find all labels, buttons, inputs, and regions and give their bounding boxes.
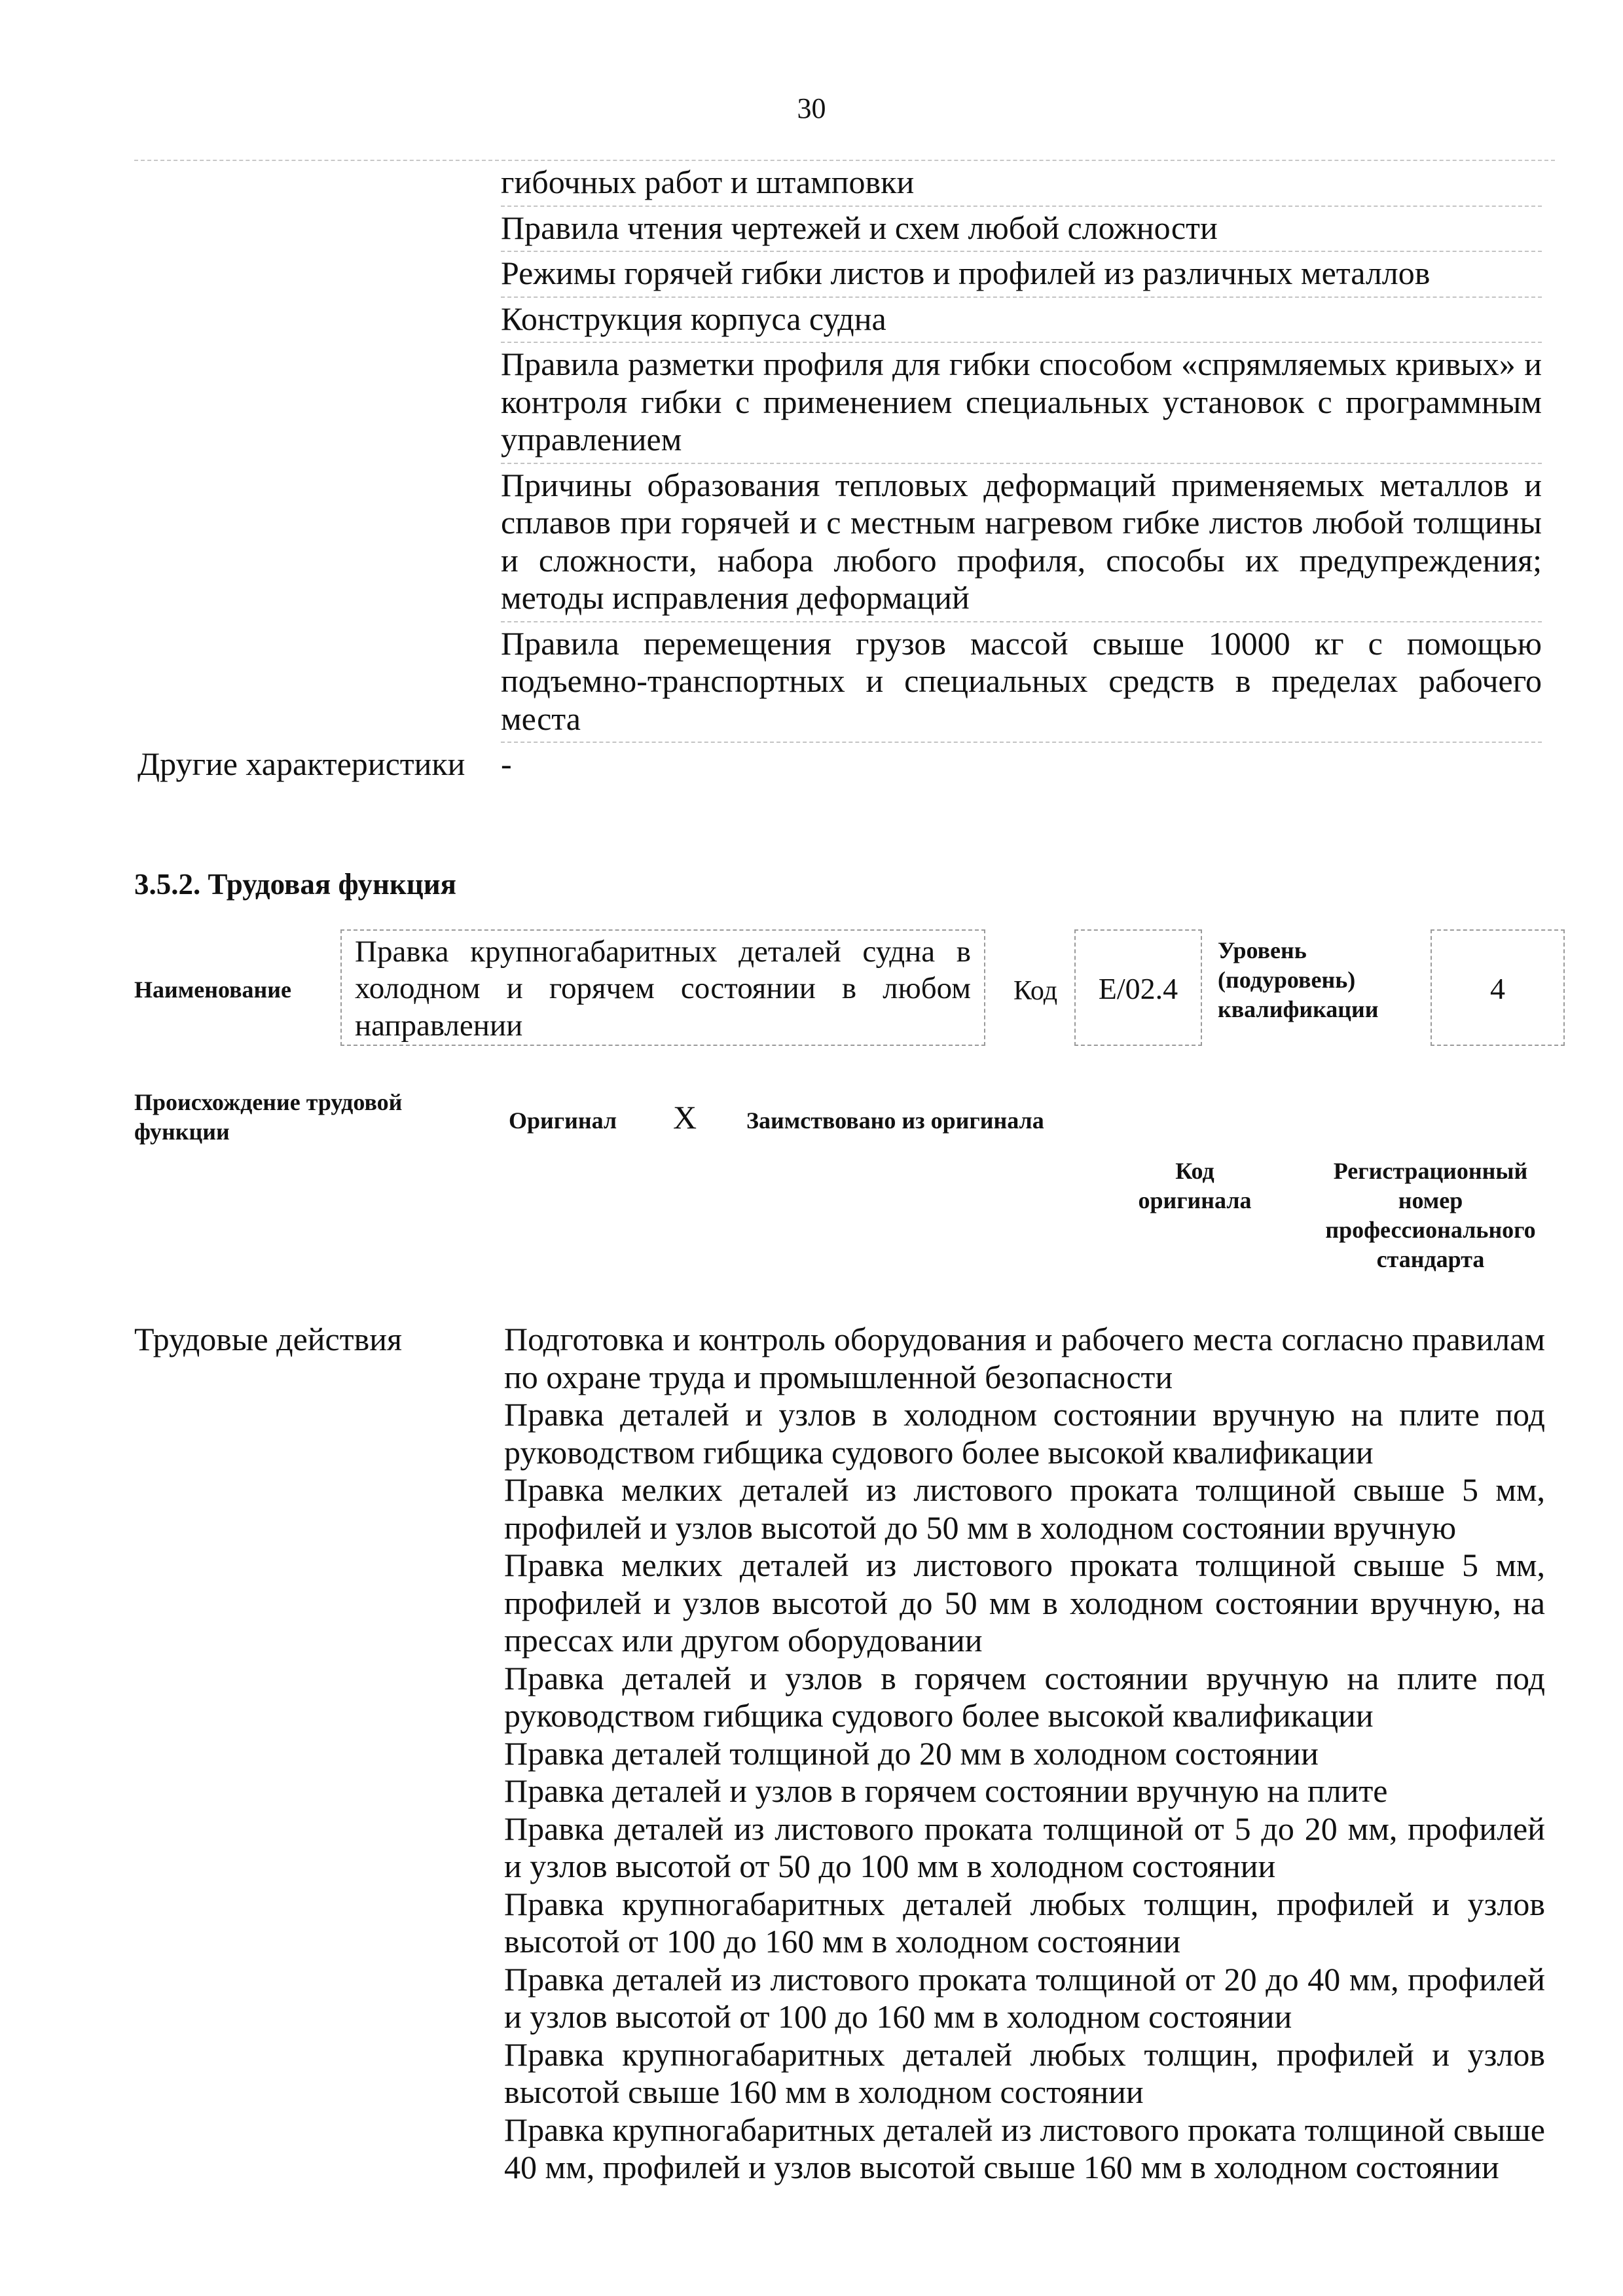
other-characteristics-value: - — [501, 745, 512, 782]
action-row: Правка деталей и узлов в горячем состоянии вручную на плите — [504, 1772, 1388, 1809]
action-row: Правка мелких деталей из листового проката толщиной свыше 5 мм, профилей и узлов высотой до 50 мм в холодном состоянии вручную — [504, 1471, 1545, 1546]
code-original-label: Код оригинала — [1138, 1158, 1252, 1213]
code-label: Код — [1013, 976, 1058, 1006]
original-label: Оригинал — [509, 1107, 617, 1134]
knowledge-table — [134, 164, 1542, 790]
action-row: Правка крупногабаритных деталей любых толщин, профилей и узлов высотой от 100 до 160 мм в холодном состоянии — [504, 1885, 1545, 1960]
page-number: 30 — [797, 92, 826, 124]
action-row: Правка мелких деталей из листового проката толщиной свыше 5 мм, профилей и узлов высотой до 50 мм в холодном состоянии вручную, на прессах или другом оборудовании — [504, 1547, 1545, 1659]
knowledge-row: Причины образования тепловых деформаций применяемых металлов и сплавов при горячей и с местным нагревом гибке листов любой толщины и сложности, набора любого профиля, способы их предупреждения; методы исправления деформаций — [501, 467, 1542, 622]
action-row: Правка крупногабаритных деталей любых толщин, профилей и узлов высотой свыше 160 мм в холодном состоянии — [504, 2036, 1545, 2110]
knowledge-row: Правила разметки профиля для гибки способом «спрямляемых кривых» и контроля гибки с применением специальных установок с программным управлением — [501, 346, 1542, 464]
action-row: Правка деталей толщиной до 20 мм в холодном состоянии — [504, 1734, 1319, 1772]
action-row: Правка деталей из листового проката толщиной от 20 до 40 мм, профилей и узлов высотой от 100 до 160 мм в холодном состоянии — [504, 1960, 1545, 2035]
knowledge-row: Режимы горячей гибки листов и профилей из различных металлов — [501, 255, 1542, 298]
reg-number-label: Регистрационный номер профессионального стандарта — [1325, 1158, 1536, 1272]
actions-label: Трудовые действия — [134, 1321, 402, 1357]
knowledge-row: Правила перемещения грузов массой свыше 10000 кг с помощью подъемно-транспортных и специальных средств в пределах рабочего места — [501, 625, 1542, 744]
level-label: Уровень (подуровень) квалификации — [1218, 937, 1379, 1022]
top-divider — [134, 160, 1555, 161]
knowledge-row: Конструкция корпуса судна — [501, 300, 1542, 344]
knowledge-label — [134, 164, 501, 209]
knowledge-row: гибочных работ и штамповки — [501, 164, 1542, 207]
action-row: Правка крупногабаритных деталей из листового проката толщиной свыше 40 мм, профилей и узлов высотой свыше 160 мм в холодном состоянии — [504, 2111, 1545, 2185]
origin-label: Происхождение трудовой функции — [134, 1089, 403, 1145]
name-label: Наименование — [134, 977, 291, 1003]
function-name-box: Правка крупногабаритных деталей судна в холодном и горячем состоянии в любом направлении — [340, 929, 985, 1046]
action-row: Подготовка и контроль оборудования и рабочего места согласно правилам по охране труда и промышленной безопасности — [504, 1321, 1545, 1395]
action-row: Правка деталей из листового проката толщиной от 5 до 20 мм, профилей и узлов высотой от 50 до 100 мм в холодном состоянии — [504, 1810, 1545, 1884]
actions-list — [504, 1321, 1545, 2187]
code-value-box: E/02.4 — [1074, 929, 1202, 1046]
action-row: Правка деталей и узлов в холодном состоянии вручную на плите под руководством гибщика судового более высокой квалификации — [504, 1396, 1545, 1471]
original-mark: X — [673, 1099, 697, 1136]
level-value-box: 4 — [1431, 929, 1565, 1046]
borrowed-label: Заимствовано из оригинала — [746, 1107, 1044, 1134]
section-title: 3.5.2. Трудовая функция — [134, 868, 457, 901]
knowledge-row: Правила чтения чертежей и схем любой сложности — [501, 209, 1542, 253]
other-characteristics-label: Другие характеристики — [137, 745, 465, 782]
action-row: Правка деталей и узлов в горячем состоянии вручную на плите под руководством гибщика судового более высокой квалификации — [504, 1659, 1545, 1734]
